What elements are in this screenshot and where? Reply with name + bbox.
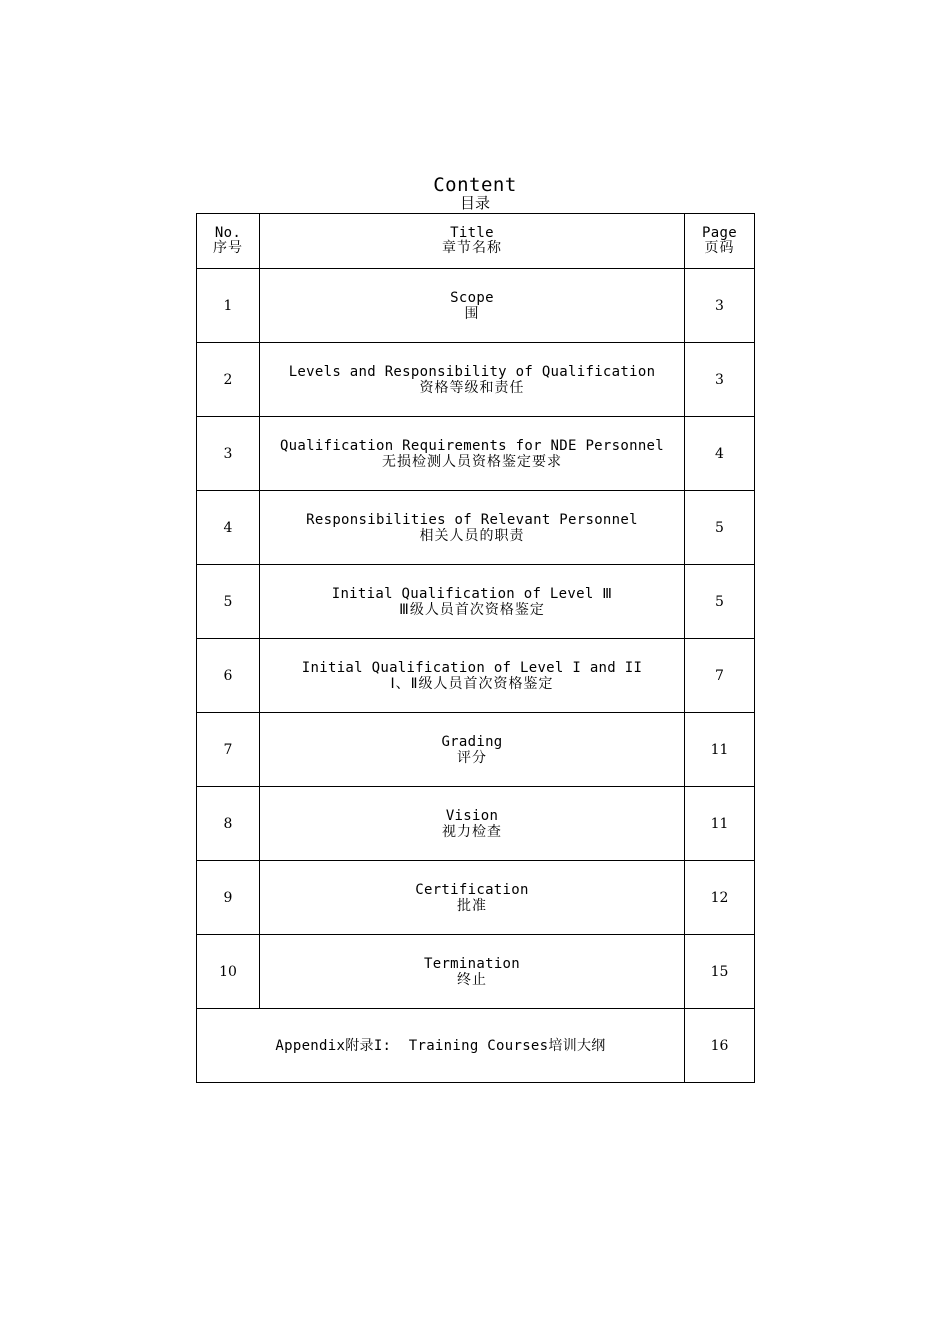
entry-title[interactable]	[260, 417, 685, 491]
entry-title-en: Responsibilities of Relevant Personnel	[306, 511, 638, 528]
entry-page: 7	[685, 639, 755, 713]
table-row	[197, 417, 755, 491]
table-row	[197, 491, 755, 565]
entry-title-cn: 围	[464, 305, 480, 322]
entry-page: 5	[685, 565, 755, 639]
entry-title-en: Initial Qualification of Level I and II	[301, 659, 643, 676]
entry-title[interactable]	[260, 787, 685, 861]
entry-number: 7	[197, 713, 260, 787]
entry-title-cn: 评分	[457, 749, 487, 766]
entry-number: 1	[197, 269, 260, 343]
contents-title-cn: 目录	[459, 194, 490, 212]
entry-title-cn: 终止	[457, 971, 487, 988]
entry-number: 4	[197, 491, 260, 565]
entry-title-en: Grading	[441, 733, 503, 750]
entry-number: 6	[197, 639, 260, 713]
table-row	[197, 787, 755, 861]
entry-page: 4	[685, 417, 755, 491]
table-header-row	[197, 214, 755, 269]
entry-title-en: Termination	[423, 955, 521, 972]
entry-title-en: Initial Qualification of Level Ⅲ	[331, 585, 613, 602]
entry-number: 2	[197, 343, 260, 417]
column-header-title-cn: 章节名称	[442, 240, 502, 256]
entry-page: 15	[685, 935, 755, 1009]
table-row	[197, 269, 755, 343]
entry-page: 12	[685, 861, 755, 935]
contents-title: Content	[433, 174, 517, 196]
column-header-no-en: No.	[214, 225, 242, 241]
entry-title[interactable]	[260, 713, 685, 787]
column-header-page-en: Page	[702, 225, 737, 241]
appendix-row	[197, 1009, 755, 1083]
column-header-no-cn: 序号	[213, 240, 243, 256]
entry-title[interactable]	[260, 565, 685, 639]
entry-page: 3	[685, 343, 755, 417]
entry-number: 5	[197, 565, 260, 639]
appendix-page: 16	[685, 1009, 755, 1083]
entry-title[interactable]	[260, 935, 685, 1009]
entry-title-cn: Ⅲ级人员首次资格鉴定	[399, 601, 545, 618]
table-row	[197, 639, 755, 713]
entry-title[interactable]	[260, 861, 685, 935]
entry-title-cn: 视力检查	[442, 823, 502, 840]
entry-title-en: Vision	[445, 807, 499, 824]
table-row	[197, 565, 755, 639]
entry-title-cn: 资格等级和责任	[419, 379, 525, 396]
entry-title[interactable]	[260, 639, 685, 713]
entry-page: 3	[685, 269, 755, 343]
contents-heading	[0, 176, 950, 211]
entry-title-cn: 无损检测人员资格鉴定要求	[382, 453, 562, 470]
table-of-contents	[196, 213, 755, 1083]
column-header-page	[685, 214, 755, 269]
table-row	[197, 861, 755, 935]
entry-number: 10	[197, 935, 260, 1009]
column-header-title-en: Title	[450, 225, 494, 241]
column-header-title	[260, 214, 685, 269]
entry-title[interactable]	[260, 343, 685, 417]
entry-title-cn: 相关人员的职责	[419, 527, 525, 544]
entry-title-cn: Ⅰ、Ⅱ级人员首次资格鉴定	[390, 675, 554, 692]
column-header-page-cn: 页码	[704, 240, 735, 256]
entry-title-en: Certification	[415, 881, 529, 898]
entry-title[interactable]	[260, 491, 685, 565]
entry-number: 3	[197, 417, 260, 491]
entry-title[interactable]	[260, 269, 685, 343]
entry-number: 8	[197, 787, 260, 861]
entry-page: 11	[685, 787, 755, 861]
table-row	[197, 935, 755, 1009]
column-header-no	[197, 214, 260, 269]
entry-title-en: Levels and Responsibility of Qualification	[288, 363, 656, 380]
entry-title-en: Scope	[450, 289, 494, 306]
entry-title-cn: 批准	[457, 897, 487, 914]
appendix-title[interactable]: Appendix附录I: Training Courses培训大纲	[197, 1009, 685, 1083]
table-row	[197, 343, 755, 417]
table-row	[197, 713, 755, 787]
entry-page: 11	[685, 713, 755, 787]
entry-number: 9	[197, 861, 260, 935]
entry-page: 5	[685, 491, 755, 565]
entry-title-en: Qualification Requirements for NDE Personnel	[279, 437, 665, 454]
